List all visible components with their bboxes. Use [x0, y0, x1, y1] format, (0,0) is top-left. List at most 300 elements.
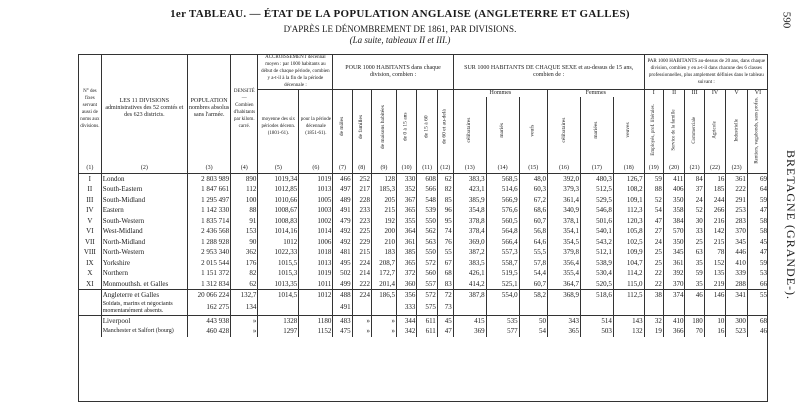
- cell-value: 1014: [299, 226, 333, 237]
- cell-value: 360: [396, 279, 416, 290]
- cell-value: 52: [685, 205, 704, 216]
- cell-value: 143: [613, 315, 644, 326]
- cell-value: 252: [352, 173, 371, 184]
- cell-value: 361: [663, 258, 685, 269]
- division-name: Angleterre et Galles: [101, 290, 187, 301]
- cell-value: 514,6: [486, 184, 519, 195]
- cell-value: 63: [685, 247, 704, 258]
- column-number: (20): [663, 164, 685, 174]
- city-rows: [79, 315, 769, 337]
- column-number: (13): [453, 164, 486, 174]
- cell-value: 112,3: [613, 205, 644, 216]
- cell-value: 503: [580, 326, 613, 337]
- row-number: [79, 290, 102, 301]
- cell-value: 563: [417, 237, 437, 248]
- column-number: (21): [685, 164, 704, 174]
- col-header-marital: SUR 1000 HABITANTS DE CHAQUE SEXE et au-dessus de 15 ans, combien de :: [453, 54, 644, 90]
- division-name: West-Midland: [101, 226, 187, 237]
- column-number: (15): [519, 164, 547, 174]
- cell-value: 1018: [299, 247, 333, 258]
- cell-value: »: [231, 326, 258, 337]
- cell-value: 115,0: [613, 279, 644, 290]
- cell-value: 529,5: [580, 195, 613, 206]
- cell-value: 59: [747, 258, 768, 269]
- col-header-men-widowed: veufs: [519, 97, 547, 164]
- cell-value: 362: [231, 247, 258, 258]
- col-header-growth-period: pour la période décennale (1851-61).: [299, 90, 333, 164]
- cell-value: 356,4: [548, 258, 581, 269]
- cell-value: 1011: [299, 279, 333, 290]
- cell-value: 134: [231, 301, 258, 316]
- cell-value: 200: [371, 226, 396, 237]
- table-row: [79, 184, 769, 195]
- cell-value: 45: [747, 237, 768, 248]
- cell-value: 406: [663, 184, 685, 195]
- cell-value: 540,1: [580, 226, 613, 237]
- cell-value: 369: [453, 326, 486, 337]
- cell-value: [685, 301, 704, 316]
- cell-value: 47: [747, 205, 768, 216]
- division-rows: [79, 173, 769, 290]
- cell-value: 60,3: [519, 184, 547, 195]
- table-row: [79, 247, 769, 258]
- cell-value: 185,3: [371, 184, 396, 195]
- cell-value: 1006: [299, 237, 333, 248]
- cell-value: 501,6: [580, 216, 613, 227]
- cell-value: 519,5: [486, 268, 519, 279]
- cell-value: 1 142 330: [188, 205, 231, 216]
- cell-value: 66: [747, 279, 768, 290]
- cell-value: 365: [396, 258, 416, 269]
- cell-value: 55: [747, 290, 768, 301]
- row-number: IV: [79, 205, 102, 216]
- division-name: South-Midland: [101, 195, 187, 206]
- cell-value: 112,5: [613, 290, 644, 301]
- cell-value: [663, 301, 685, 316]
- cell-value: 572: [417, 258, 437, 269]
- cell-value: 60,7: [519, 216, 547, 227]
- cell-value: 47: [644, 216, 663, 227]
- cell-value: 1022,33: [258, 247, 299, 258]
- cell-value: 374: [663, 290, 685, 301]
- cell-value: 22: [644, 268, 663, 279]
- cell-value: 27: [644, 226, 663, 237]
- cell-value: 183: [371, 247, 396, 258]
- cell-value: 557,3: [486, 247, 519, 258]
- col-header-prof-6: Rentiers, vagabonds, sans profes.: [747, 97, 768, 164]
- cell-value: 538,9: [580, 258, 613, 269]
- cell-value: 491: [333, 205, 352, 216]
- cell-value: 479: [333, 216, 352, 227]
- col-header-density: DENSITÉ — Combien d'habitants par kilom. carré.: [231, 54, 258, 164]
- cell-value: 67: [437, 258, 453, 269]
- cell-value: 176: [231, 258, 258, 269]
- table-row: [79, 226, 769, 237]
- cell-value: 523: [726, 326, 748, 337]
- table-row: [79, 268, 769, 279]
- column-number: (5): [258, 164, 299, 174]
- cell-value: 32: [644, 315, 663, 326]
- cell-value: »: [371, 315, 396, 326]
- division-name: Liverpool: [101, 315, 187, 326]
- cell-value: 229: [352, 237, 371, 248]
- cell-value: 611: [417, 315, 437, 326]
- cell-value: 1152: [299, 326, 333, 337]
- col-header-men-married: mariés: [486, 97, 519, 164]
- cell-value: 68: [747, 315, 768, 326]
- cell-value: 24: [644, 237, 663, 248]
- table-row: [79, 315, 769, 326]
- cell-value: 266: [704, 205, 726, 216]
- cell-value: 446: [726, 247, 748, 258]
- col-header-women-single: célibataires: [548, 97, 581, 164]
- cell-value: 172,7: [371, 268, 396, 279]
- cell-value: 562: [417, 226, 437, 237]
- cell-value: 370: [663, 279, 685, 290]
- col-header-growth: ACCROISSEMENT décennal moyen : par 1000 habitants au début de chaque période, combien y a-t-il à la fin de la période décennale :: [258, 54, 333, 90]
- cell-value: 364,7: [548, 279, 581, 290]
- column-number: (8): [352, 164, 371, 174]
- col-header-prof-3: Commerciale: [685, 97, 704, 164]
- cell-value: 1003: [299, 205, 333, 216]
- cell-value: 185: [704, 184, 726, 195]
- cell-value: 502: [333, 268, 352, 279]
- cell-value: 492: [333, 237, 352, 248]
- cell-value: 378,4: [453, 226, 486, 237]
- cell-value: 392,0: [548, 173, 581, 184]
- col-header-males: de mâles: [333, 90, 352, 164]
- cell-value: 48,0: [519, 173, 547, 184]
- cell-value: [548, 301, 581, 316]
- col-header-prof-4: Agricole: [704, 97, 726, 164]
- cell-value: 54: [644, 205, 663, 216]
- cell-value: 2 953 340: [188, 247, 231, 258]
- cell-value: 608: [417, 173, 437, 184]
- cell-value: 488: [333, 290, 352, 301]
- cell-value: 53: [747, 268, 768, 279]
- col-header-houses: de maisons habitées: [371, 90, 396, 164]
- cell-value: 1013: [299, 184, 333, 195]
- cell-value: 560: [417, 268, 437, 279]
- side-label: BRETAGNE (GRANDE-).: [784, 150, 798, 301]
- cell-value: 228: [352, 195, 371, 206]
- cell-value: 288: [726, 279, 748, 290]
- cell-value: 1014,16: [258, 226, 299, 237]
- cell-value: 192: [371, 216, 396, 227]
- cell-value: 46: [747, 326, 768, 337]
- cell-value: 35: [685, 279, 704, 290]
- cell-value: 38: [644, 290, 663, 301]
- col-header-roman-5: V: [726, 90, 748, 98]
- col-header-women-married: mariées: [580, 97, 613, 164]
- column-number: (12): [437, 164, 453, 174]
- cell-value: 24: [685, 195, 704, 206]
- col-header-roman-3: III: [685, 90, 704, 98]
- cell-value: 460 428: [188, 326, 231, 337]
- cell-value: 343: [548, 315, 581, 326]
- cell-value: 208,7: [371, 258, 396, 269]
- col-header-prof-5: Industrielle: [726, 97, 748, 164]
- cell-value: 423,1: [453, 184, 486, 195]
- cell-value: 58,2: [519, 290, 547, 301]
- header-row-1: [79, 54, 769, 90]
- cell-value: 890: [231, 173, 258, 184]
- row-number: XI: [79, 279, 102, 290]
- table-row: [79, 205, 769, 216]
- cell-value: 142: [704, 226, 726, 237]
- division-name: Manchester et Salfort (bourg): [101, 326, 187, 337]
- cell-value: 543,2: [580, 237, 613, 248]
- cell-value: 88: [644, 184, 663, 195]
- cell-value: 223: [352, 216, 371, 227]
- cell-value: 35: [685, 258, 704, 269]
- cell-value: 379,8: [548, 247, 581, 258]
- cell-value: 1014,5: [258, 290, 299, 301]
- cell-value: 67,2: [519, 195, 547, 206]
- division-name: North-Midland: [101, 237, 187, 248]
- cell-value: 95: [437, 216, 453, 227]
- column-number: (17): [580, 164, 613, 174]
- cell-value: 112: [231, 184, 258, 195]
- cell-value: [352, 301, 371, 316]
- cell-value: 1019: [299, 173, 333, 184]
- cell-value: [519, 301, 547, 316]
- col-header-roman-4: IV: [704, 90, 726, 98]
- table-row: [79, 173, 769, 184]
- cell-value: 215: [352, 247, 371, 258]
- cell-value: 1012,85: [258, 184, 299, 195]
- cell-value: 56,8: [519, 226, 547, 237]
- cell-value: [486, 301, 519, 316]
- col-header-women: Femmes: [548, 90, 645, 98]
- column-number: (19): [644, 164, 663, 174]
- table-row: [79, 301, 769, 316]
- total-rows: [79, 290, 769, 316]
- cell-value: 54,4: [519, 268, 547, 279]
- cell-value: 1012: [299, 290, 333, 301]
- cell-value: 566: [417, 184, 437, 195]
- cell-value: 104,7: [613, 258, 644, 269]
- cell-value: 575: [417, 301, 437, 316]
- cell-value: 1015,3: [258, 268, 299, 279]
- cell-value: [453, 301, 486, 316]
- cell-value: 91: [231, 216, 258, 227]
- cell-value: 333: [396, 301, 416, 316]
- cell-value: 55,5: [519, 247, 547, 258]
- table-row: [79, 237, 769, 248]
- cell-value: 300: [726, 315, 748, 326]
- cell-value: 361: [396, 237, 416, 248]
- col-header-num: N° des fixes servant aussi de noms aux divisions.: [79, 54, 102, 164]
- row-number: [79, 315, 102, 326]
- cell-value: 369,0: [453, 237, 486, 248]
- cell-value: 83: [437, 279, 453, 290]
- cell-value: 358: [663, 205, 685, 216]
- column-number: (14): [486, 164, 519, 174]
- cell-value: 392: [663, 268, 685, 279]
- cell-value: 152: [704, 258, 726, 269]
- col-header-men: Hommes: [453, 90, 547, 98]
- cell-value: 70: [685, 326, 704, 337]
- cell-value: 222: [726, 184, 748, 195]
- cell-value: 384: [663, 216, 685, 227]
- cell-value: 577: [486, 326, 519, 337]
- cell-value: 22: [644, 279, 663, 290]
- cell-value: 62: [231, 279, 258, 290]
- cell-value: 233: [352, 205, 371, 216]
- col-header-age-0-15: de 0 à 15 ans: [396, 90, 416, 164]
- cell-value: [726, 301, 748, 316]
- division-name: Yorkshire: [101, 258, 187, 269]
- cell-value: 415: [453, 315, 486, 326]
- column-number: (16): [548, 164, 581, 174]
- cell-value: 19: [644, 326, 663, 337]
- cell-value: [258, 301, 299, 316]
- division-name: London: [101, 173, 187, 184]
- cell-value: 576,6: [486, 205, 519, 216]
- cell-value: 1180: [299, 315, 333, 326]
- cell-value: 1 151 372: [188, 268, 231, 279]
- cell-value: 497: [333, 184, 352, 195]
- cell-value: 253: [726, 205, 748, 216]
- cell-value: 74: [437, 226, 453, 237]
- cell-value: 2 015 544: [188, 258, 231, 269]
- cell-value: 2 436 568: [188, 226, 231, 237]
- division-name: Eastern: [101, 205, 187, 216]
- cell-value: 489: [333, 195, 352, 206]
- cell-value: 47: [437, 326, 453, 337]
- cell-value: 354,5: [548, 237, 581, 248]
- cell-value: 378,1: [548, 216, 581, 227]
- column-number: (2): [101, 164, 187, 174]
- cell-value: 244: [704, 195, 726, 206]
- cell-value: 499: [333, 279, 352, 290]
- cell-value: 361,4: [548, 195, 581, 206]
- row-number: IX: [79, 258, 102, 269]
- column-number-row: [79, 164, 769, 174]
- row-number: [79, 301, 102, 316]
- cell-value: 16: [704, 173, 726, 184]
- cell-value: 201,4: [371, 279, 396, 290]
- cell-value: 72: [437, 290, 453, 301]
- cell-value: 443 938: [188, 315, 231, 326]
- cell-value: 135: [704, 268, 726, 279]
- cell-value: 54: [519, 326, 547, 337]
- cell-value: 214: [352, 268, 371, 279]
- cell-value: 58: [747, 216, 768, 227]
- cell-value: 10: [704, 315, 726, 326]
- cell-value: 387,8: [453, 290, 486, 301]
- cell-value: 219: [704, 279, 726, 290]
- cell-value: 341: [726, 290, 748, 301]
- col-header-population: POPULATION nombres absolus sans l'armée.: [188, 54, 231, 164]
- row-number: II: [79, 184, 102, 195]
- cell-value: 356: [396, 290, 416, 301]
- cell-value: 153: [231, 226, 258, 237]
- col-header-growth-avg: moyenne des six périodes décenn. (1801-61).: [258, 90, 299, 164]
- cell-value: 361: [726, 173, 748, 184]
- cell-value: 475: [333, 326, 352, 337]
- table-title: 1er TABLEAU. — ÉTAT DE LA POPULATION ANGLAISE (ANGLETERRE ET GALLES): [170, 8, 630, 20]
- cell-value: 82: [437, 184, 453, 195]
- cell-value: 50: [519, 315, 547, 326]
- cell-value: 548: [417, 195, 437, 206]
- table-row: [79, 326, 769, 337]
- cell-value: 342: [396, 326, 416, 337]
- cell-value: 16: [704, 326, 726, 337]
- cell-value: 55: [437, 247, 453, 258]
- cell-value: 1 312 834: [188, 279, 231, 290]
- cell-value: 222: [352, 279, 371, 290]
- cell-value: 372: [396, 268, 416, 279]
- cell-value: 364: [396, 226, 416, 237]
- cell-value: 20 066 224: [188, 290, 231, 301]
- cell-value: 76: [437, 237, 453, 248]
- cell-value: 1010,66: [258, 195, 299, 206]
- cell-value: 1013: [299, 258, 333, 269]
- cell-value: 62: [437, 173, 453, 184]
- cell-value: 480,3: [580, 173, 613, 184]
- cell-value: 350: [663, 237, 685, 248]
- col-header-roman-1: I: [644, 90, 663, 98]
- cell-value: 2 803 989: [188, 173, 231, 184]
- cell-value: 1019,34: [258, 173, 299, 184]
- col-header-women-widowed: veuves: [613, 97, 644, 164]
- cell-value: 25: [644, 258, 663, 269]
- division-name: Northern: [101, 268, 187, 279]
- column-number: (6): [299, 164, 333, 174]
- cell-value: 410: [663, 315, 685, 326]
- cell-value: 60,7: [519, 279, 547, 290]
- column-number: (4): [231, 164, 258, 174]
- column-number: (11): [417, 164, 437, 174]
- cell-value: 52: [644, 195, 663, 206]
- cell-value: 383,3: [453, 173, 486, 184]
- cell-value: 466: [333, 173, 352, 184]
- cell-value: 566,4: [486, 237, 519, 248]
- row-number: V: [79, 216, 102, 227]
- column-number: (22): [704, 164, 726, 174]
- col-header-age-15-60: de 15 à 60: [417, 90, 437, 164]
- table-row: [79, 279, 769, 290]
- cell-value: [299, 301, 333, 316]
- cell-value: 109,1: [613, 195, 644, 206]
- cell-value: 491: [333, 301, 352, 316]
- cell-value: 385: [396, 247, 416, 258]
- cell-value: 224: [352, 258, 371, 269]
- cell-value: 216: [704, 216, 726, 227]
- cell-value: »: [352, 315, 371, 326]
- cell-value: 370: [726, 226, 748, 237]
- cell-value: 383,5: [453, 258, 486, 269]
- cell-value: [613, 301, 644, 316]
- cell-value: 114,2: [613, 268, 644, 279]
- cell-value: 205: [371, 195, 396, 206]
- column-number: (1): [79, 164, 102, 174]
- cell-value: 410: [726, 258, 748, 269]
- cell-value: 535: [486, 315, 519, 326]
- cell-value: 1328: [258, 315, 299, 326]
- cell-value: 1013,35: [258, 279, 299, 290]
- cell-value: 1002: [299, 216, 333, 227]
- cell-value: 37: [685, 184, 704, 195]
- cell-value: 59: [644, 173, 663, 184]
- col-header-prof-2: Service de la famille: [663, 97, 685, 164]
- cell-value: 68,6: [519, 205, 547, 216]
- cell-value: 291: [726, 195, 748, 206]
- cell-value: 570: [663, 226, 685, 237]
- cell-value: 215: [704, 237, 726, 248]
